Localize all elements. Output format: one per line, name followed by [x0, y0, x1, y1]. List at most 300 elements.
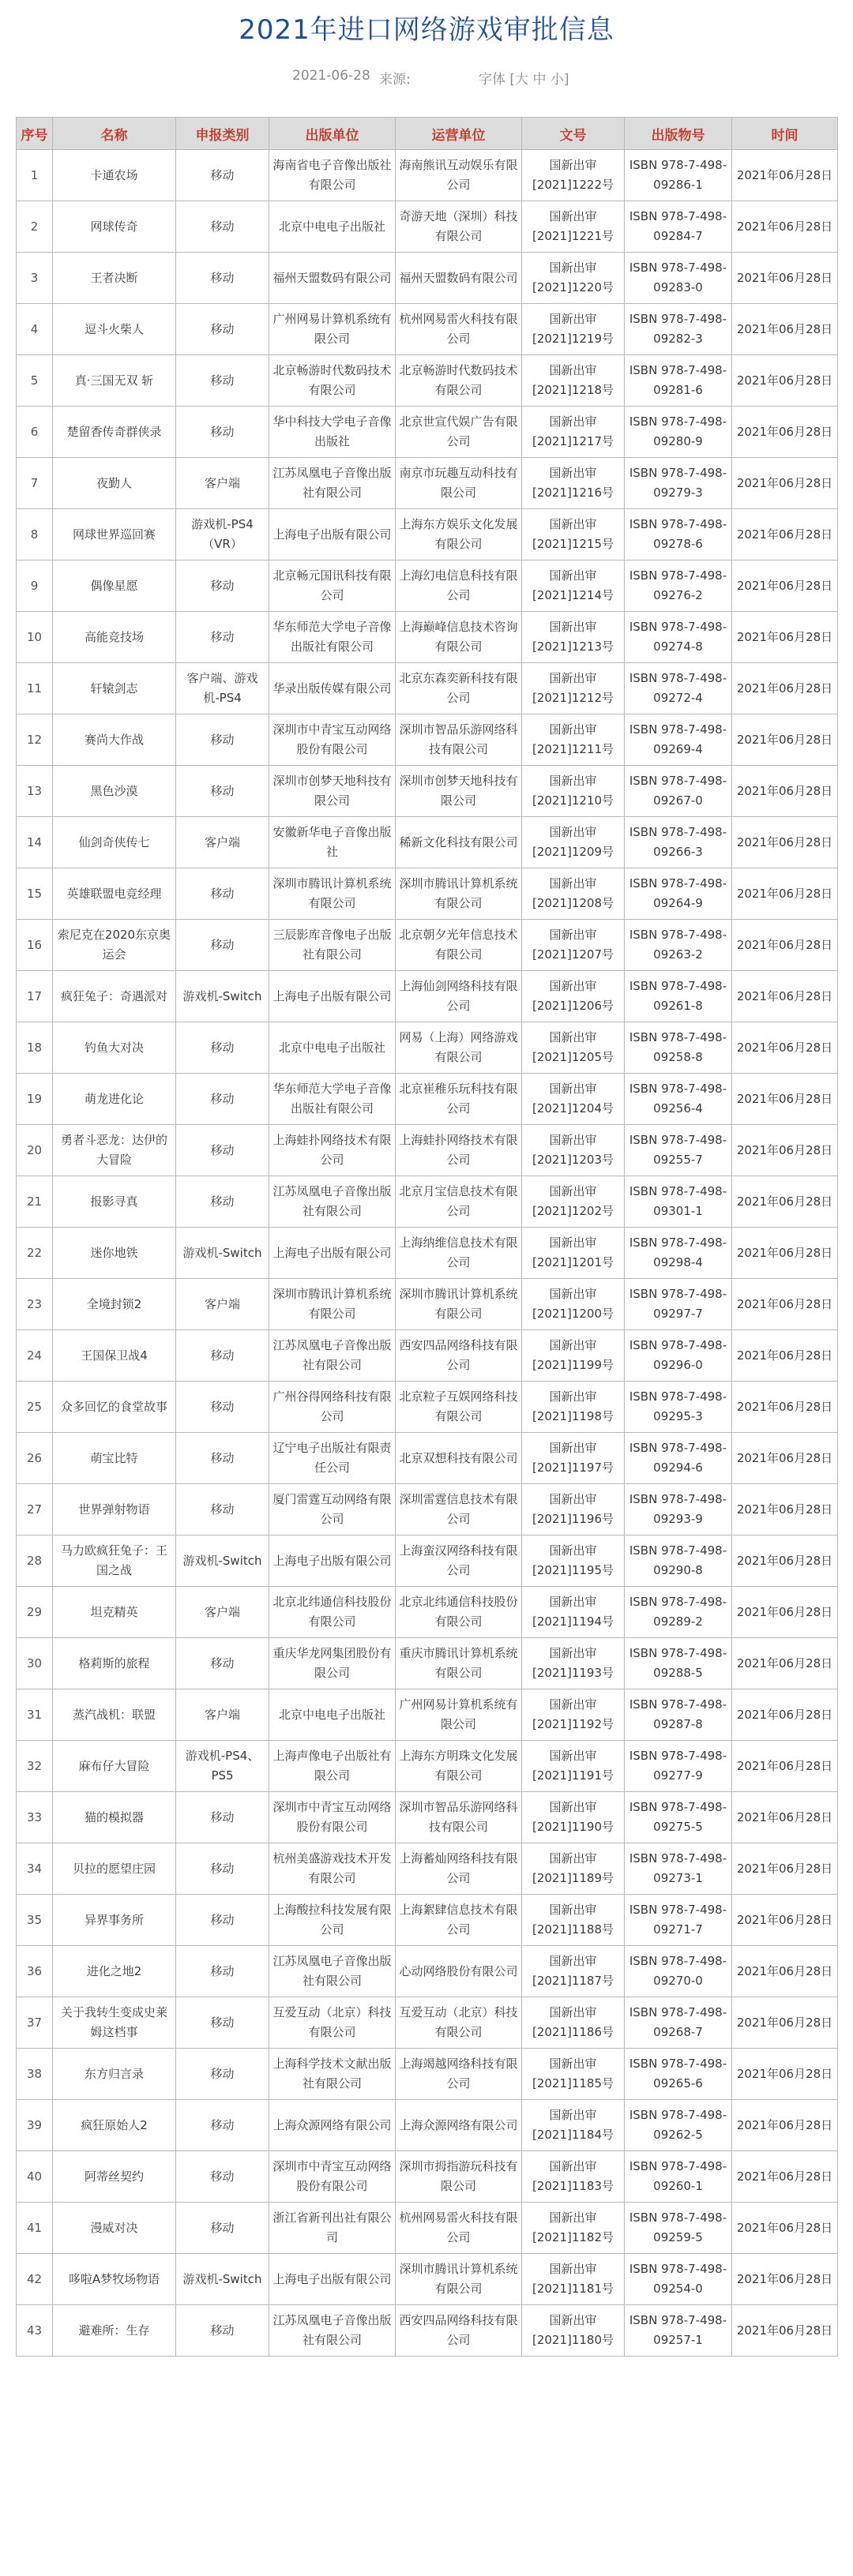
- cell-date: 2021年06月28日: [732, 201, 838, 253]
- cell-approval-no: 国新出审[2021]1193号: [522, 1638, 625, 1689]
- cell-index: 11: [17, 663, 53, 714]
- cell-date: 2021年06月28日: [732, 1382, 838, 1433]
- cell-operator: 北京北纬通信科技股份有限公司: [396, 1587, 522, 1638]
- cell-name: 异界事务所: [53, 1895, 176, 1946]
- cell-index: 38: [17, 2049, 53, 2100]
- cell-approval-no: 国新出审[2021]1213号: [522, 612, 625, 663]
- cell-isbn: ISBN 978-7-498-09269-4: [625, 714, 732, 766]
- cell-isbn: ISBN 978-7-498-09262-5: [625, 2100, 732, 2151]
- cell-category: 移动: [176, 920, 269, 971]
- table-row: [17, 1895, 838, 1946]
- header-operator: 运营单位: [396, 118, 522, 150]
- cell-operator: 深圳市腾讯计算机系统有限公司: [396, 2254, 522, 2305]
- cell-index: 4: [17, 304, 53, 355]
- header-name: 名称: [53, 118, 176, 150]
- cell-isbn: ISBN 978-7-498-09280-9: [625, 407, 732, 458]
- cell-index: 7: [17, 458, 53, 509]
- cell-date: 2021年06月28日: [732, 2151, 838, 2203]
- cell-index: 21: [17, 1176, 53, 1228]
- cell-isbn: ISBN 978-7-498-09293-9: [625, 1484, 732, 1535]
- cell-isbn: ISBN 978-7-498-09282-3: [625, 304, 732, 355]
- cell-date: 2021年06月28日: [732, 1484, 838, 1535]
- cell-index: 25: [17, 1382, 53, 1433]
- cell-isbn: ISBN 978-7-498-09290-8: [625, 1535, 732, 1587]
- cell-date: 2021年06月28日: [732, 2203, 838, 2254]
- cell-index: 20: [17, 1125, 53, 1176]
- cell-publisher: 江苏凤凰电子音像出版社有限公司: [269, 458, 396, 509]
- cell-approval-no: 国新出审[2021]1203号: [522, 1125, 625, 1176]
- cell-isbn: ISBN 978-7-498-09283-0: [625, 253, 732, 304]
- cell-approval-no: 国新出审[2021]1212号: [522, 663, 625, 714]
- table-row: [17, 1946, 838, 1997]
- cell-operator: 上海东方娱乐文化发展有限公司: [396, 509, 522, 561]
- cell-publisher: 上海众源网络有限公司: [269, 2100, 396, 2151]
- table-row: [17, 2254, 838, 2305]
- cell-index: 30: [17, 1638, 53, 1689]
- cell-isbn: ISBN 978-7-498-09301-1: [625, 1176, 732, 1228]
- cell-date: 2021年06月28日: [732, 561, 838, 612]
- cell-approval-no: 国新出审[2021]1215号: [522, 509, 625, 561]
- cell-publisher: 上海科学技术文献出版社有限公司: [269, 2049, 396, 2100]
- font-size-small-button[interactable]: 小: [550, 72, 564, 88]
- cell-category: 移动: [176, 612, 269, 663]
- cell-category: 移动: [176, 868, 269, 920]
- table-row: [17, 201, 838, 253]
- cell-name: 高能竞技场: [53, 612, 176, 663]
- cell-category: 移动: [176, 2049, 269, 2100]
- cell-category: 移动: [176, 150, 269, 201]
- cell-index: 42: [17, 2254, 53, 2305]
- cell-approval-no: 国新出审[2021]1209号: [522, 817, 625, 868]
- cell-operator: 上海蓄灿网络科技有限公司: [396, 1843, 522, 1895]
- cell-operator: 上海蛙扑网络技术有限公司: [396, 1125, 522, 1176]
- cell-date: 2021年06月28日: [732, 1279, 838, 1330]
- cell-operator: 杭州网易雷火科技有限公司: [396, 2203, 522, 2254]
- cell-isbn: ISBN 978-7-498-09263-2: [625, 920, 732, 971]
- cell-date: 2021年06月28日: [732, 2305, 838, 2357]
- cell-category: 移动: [176, 1330, 269, 1382]
- table-row: [17, 1741, 838, 1792]
- table-row: [17, 561, 838, 612]
- cell-approval-no: 国新出审[2021]1219号: [522, 304, 625, 355]
- cell-category: 移动: [176, 1433, 269, 1484]
- cell-name: 哆啦A梦牧场物语: [53, 2254, 176, 2305]
- cell-name: 阿蒂丝契约: [53, 2151, 176, 2203]
- approval-table-container: [16, 117, 837, 2357]
- cell-index: 36: [17, 1946, 53, 1997]
- cell-name: 钓鱼大对决: [53, 1022, 176, 1074]
- page-header: [0, 0, 853, 117]
- cell-publisher: 北京畅元国讯科技有限公司: [269, 561, 396, 612]
- table-row: [17, 1176, 838, 1228]
- cell-index: 14: [17, 817, 53, 868]
- cell-category: 客户端: [176, 817, 269, 868]
- cell-operator: 深圳市拇指游玩科技有限公司: [396, 2151, 522, 2203]
- cell-category: 移动: [176, 1484, 269, 1535]
- cell-publisher: 浙江省新刊出社有限公司: [269, 2203, 396, 2254]
- table-row: [17, 612, 838, 663]
- cell-date: 2021年06月28日: [732, 1689, 838, 1741]
- cell-isbn: ISBN 978-7-498-09256-4: [625, 1074, 732, 1125]
- cell-name: 格莉斯的旅程: [53, 1638, 176, 1689]
- cell-date: 2021年06月28日: [732, 1022, 838, 1074]
- cell-isbn: ISBN 978-7-498-09289-2: [625, 1587, 732, 1638]
- cell-publisher: 海南省电子音像出版社有限公司: [269, 150, 396, 201]
- cell-approval-no: 国新出审[2021]1186号: [522, 1997, 625, 2049]
- cell-name: 真·三国无双 斩: [53, 355, 176, 407]
- cell-isbn: ISBN 978-7-498-09295-3: [625, 1382, 732, 1433]
- cell-index: 8: [17, 509, 53, 561]
- cell-publisher: 福州天盟数码有限公司: [269, 253, 396, 304]
- cell-date: 2021年06月28日: [732, 1176, 838, 1228]
- cell-category: 移动: [176, 1022, 269, 1074]
- cell-publisher: 上海电子出版有限公司: [269, 2254, 396, 2305]
- cell-name: 避难所：生存: [53, 2305, 176, 2357]
- table-row: [17, 2305, 838, 2357]
- cell-isbn: ISBN 978-7-498-09297-7: [625, 1279, 732, 1330]
- cell-operator: 重庆市腾讯计算机系统有限公司: [396, 1638, 522, 1689]
- cell-publisher: 三辰影库音像电子出版社有限公司: [269, 920, 396, 971]
- cell-operator: 上海纳维信息技术有限公司: [396, 1228, 522, 1279]
- cell-name: 夜勤人: [53, 458, 176, 509]
- cell-publisher: 上海酸拉科技发展有限公司: [269, 1895, 396, 1946]
- cell-publisher: 广州网易计算机系统有限公司: [269, 304, 396, 355]
- cell-name: 英雄联盟电竞经理: [53, 868, 176, 920]
- cell-index: 1: [17, 150, 53, 201]
- cell-publisher: 上海声像电子出版社有限公司: [269, 1741, 396, 1792]
- cell-name: 东方归言录: [53, 2049, 176, 2100]
- cell-operator: 深圳市创梦天地科技有限公司: [396, 766, 522, 817]
- page-title: 2021年进口网络游戏审批信息: [239, 14, 614, 46]
- cell-index: 22: [17, 1228, 53, 1279]
- table-row: [17, 1279, 838, 1330]
- cell-approval-no: 国新出审[2021]1182号: [522, 2203, 625, 2254]
- table-row: [17, 971, 838, 1022]
- cell-publisher: 安徽新华电子音像出版社: [269, 817, 396, 868]
- cell-name: 萌宝比特: [53, 1433, 176, 1484]
- cell-approval-no: 国新出审[2021]1200号: [522, 1279, 625, 1330]
- table-row: [17, 714, 838, 766]
- cell-publisher: 江苏凤凰电子音像出版社有限公司: [269, 1330, 396, 1382]
- cell-name: 黑色沙漠: [53, 766, 176, 817]
- table-row: [17, 253, 838, 304]
- table-row: [17, 1689, 838, 1741]
- cell-isbn: ISBN 978-7-498-09278-6: [625, 509, 732, 561]
- cell-index: 32: [17, 1741, 53, 1792]
- font-size-switcher: 字体 [大 中 小]: [479, 72, 569, 88]
- cell-publisher: 上海蛙扑网络技术有限公司: [269, 1125, 396, 1176]
- cell-approval-no: 国新出审[2021]1198号: [522, 1382, 625, 1433]
- cell-operator: 福州天盟数码有限公司: [396, 253, 522, 304]
- cell-name: 偶像星愿: [53, 561, 176, 612]
- table-row: [17, 766, 838, 817]
- cell-operator: 网易（上海）网络游戏有限公司: [396, 1022, 522, 1074]
- cell-category: 移动: [176, 2151, 269, 2203]
- cell-index: 2: [17, 201, 53, 253]
- font-size-medium-button[interactable]: 中: [532, 72, 547, 88]
- cell-isbn: ISBN 978-7-498-09261-8: [625, 971, 732, 1022]
- cell-date: 2021年06月28日: [732, 304, 838, 355]
- cell-publisher: 北京中电电子出版社: [269, 1022, 396, 1074]
- cell-name: 迷你地铁: [53, 1228, 176, 1279]
- cell-approval-no: 国新出审[2021]1196号: [522, 1484, 625, 1535]
- cell-category: 移动: [176, 1895, 269, 1946]
- table-row: [17, 1792, 838, 1843]
- cell-date: 2021年06月28日: [732, 407, 838, 458]
- table-row: [17, 1022, 838, 1074]
- table-row: [17, 920, 838, 971]
- cell-date: 2021年06月28日: [732, 1792, 838, 1843]
- cell-publisher: 深圳市腾讯计算机系统有限公司: [269, 1279, 396, 1330]
- cell-operator: 深圳市腾讯计算机系统有限公司: [396, 1279, 522, 1330]
- cell-name: 蒸汽战机：联盟: [53, 1689, 176, 1741]
- cell-isbn: ISBN 978-7-498-09270-0: [625, 1946, 732, 1997]
- cell-index: 33: [17, 1792, 53, 1843]
- cell-operator: 北京畅游时代数码技术有限公司: [396, 355, 522, 407]
- table-row: [17, 1433, 838, 1484]
- cell-approval-no: 国新出审[2021]1197号: [522, 1433, 625, 1484]
- cell-operator: 杭州网易雷火科技有限公司: [396, 304, 522, 355]
- cell-publisher: 厦门雷霆互动网络有限公司: [269, 1484, 396, 1535]
- cell-category: 移动: [176, 2100, 269, 2151]
- cell-name: 楚留香传奇群侠录: [53, 407, 176, 458]
- cell-index: 5: [17, 355, 53, 407]
- cell-index: 27: [17, 1484, 53, 1535]
- table-row: [17, 1125, 838, 1176]
- cell-approval-no: 国新出审[2021]1208号: [522, 868, 625, 920]
- table-body: [17, 150, 838, 2357]
- cell-publisher: 杭州美盛游戏技术开发有限公司: [269, 1843, 396, 1895]
- cell-isbn: ISBN 978-7-498-09298-4: [625, 1228, 732, 1279]
- cell-approval-no: 国新出审[2021]1211号: [522, 714, 625, 766]
- cell-approval-no: 国新出审[2021]1187号: [522, 1946, 625, 1997]
- cell-category: 移动: [176, 355, 269, 407]
- cell-date: 2021年06月28日: [732, 1997, 838, 2049]
- cell-approval-no: 国新出审[2021]1185号: [522, 2049, 625, 2100]
- table-row: [17, 509, 838, 561]
- cell-operator: 北京朝夕光年信息技术有限公司: [396, 920, 522, 971]
- cell-publisher: 互爱互动（北京）科技有限公司: [269, 1997, 396, 2049]
- cell-operator: 上海东方明珠文化发展有限公司: [396, 1741, 522, 1792]
- cell-isbn: ISBN 978-7-498-09271-7: [625, 1895, 732, 1946]
- cell-date: 2021年06月28日: [732, 355, 838, 407]
- cell-isbn: ISBN 978-7-498-09255-7: [625, 1125, 732, 1176]
- table-row: [17, 1484, 838, 1535]
- cell-approval-no: 国新出审[2021]1190号: [522, 1792, 625, 1843]
- cell-date: 2021年06月28日: [732, 1638, 838, 1689]
- cell-publisher: 华录出版传媒有限公司: [269, 663, 396, 714]
- cell-category: 客户端: [176, 1279, 269, 1330]
- cell-category: 客户端: [176, 1587, 269, 1638]
- cell-operator: 心动网络股份有限公司: [396, 1946, 522, 1997]
- cell-publisher: 辽宁电子出版社有限责任公司: [269, 1433, 396, 1484]
- cell-index: 13: [17, 766, 53, 817]
- cell-index: 40: [17, 2151, 53, 2203]
- cell-operator: 深圳雷霆信息技术有限公司: [396, 1484, 522, 1535]
- cell-operator: 奇游天地（深圳）科技有限公司: [396, 201, 522, 253]
- cell-category: 移动: [176, 201, 269, 253]
- header-category: 申报类别: [176, 118, 269, 150]
- cell-category: 游戏机-PS4、PS5: [176, 1741, 269, 1792]
- cell-isbn: ISBN 978-7-498-09254-0: [625, 2254, 732, 2305]
- cell-operator: 上海絮肆信息技术有限公司: [396, 1895, 522, 1946]
- cell-approval-no: 国新出审[2021]1194号: [522, 1587, 625, 1638]
- cell-name: 进化之地2: [53, 1946, 176, 1997]
- cell-name: 报影寻真: [53, 1176, 176, 1228]
- table-row: [17, 1997, 838, 2049]
- cell-category: 移动: [176, 1125, 269, 1176]
- cell-index: 24: [17, 1330, 53, 1382]
- cell-approval-no: 国新出审[2021]1202号: [522, 1176, 625, 1228]
- cell-publisher: 北京北纬通信科技股份有限公司: [269, 1587, 396, 1638]
- cell-operator: 上海众源网络有限公司: [396, 2100, 522, 2151]
- cell-publisher: 重庆华龙网集团股份有限公司: [269, 1638, 396, 1689]
- cell-name: 卡通农场: [53, 150, 176, 201]
- cell-approval-no: 国新出审[2021]1217号: [522, 407, 625, 458]
- cell-date: 2021年06月28日: [732, 1587, 838, 1638]
- cell-publisher: 广州谷得网络科技有限公司: [269, 1382, 396, 1433]
- source-label: 来源:: [379, 72, 411, 88]
- cell-category: 移动: [176, 1638, 269, 1689]
- font-size-large-button[interactable]: 大: [515, 72, 529, 88]
- cell-operator: 上海蛮汉网络科技有限公司: [396, 1535, 522, 1587]
- cell-operator: 西安四品网络科技有限公司: [396, 2305, 522, 2357]
- cell-name: 轩辕剑志: [53, 663, 176, 714]
- publish-date: 2021-06-28: [292, 68, 370, 84]
- cell-date: 2021年06月28日: [732, 663, 838, 714]
- cell-date: 2021年06月28日: [732, 509, 838, 561]
- cell-isbn: ISBN 978-7-498-09257-1: [625, 2305, 732, 2357]
- cell-approval-no: 国新出审[2021]1205号: [522, 1022, 625, 1074]
- cell-date: 2021年06月28日: [732, 1125, 838, 1176]
- cell-approval-no: 国新出审[2021]1206号: [522, 971, 625, 1022]
- font-label: 字体: [479, 72, 505, 88]
- cell-category: 移动: [176, 2203, 269, 2254]
- approval-table: [16, 117, 838, 2357]
- cell-approval-no: 国新出审[2021]1191号: [522, 1741, 625, 1792]
- cell-approval-no: 国新出审[2021]1184号: [522, 2100, 625, 2151]
- cell-category: 移动: [176, 1382, 269, 1433]
- cell-publisher: 华东师范大学电子音像出版社有限公司: [269, 612, 396, 663]
- cell-isbn: ISBN 978-7-498-09259-5: [625, 2203, 732, 2254]
- cell-publisher: 上海电子出版有限公司: [269, 1535, 396, 1587]
- cell-operator: 北京世宣代娱广告有限公司: [396, 407, 522, 458]
- cell-operator: 深圳市智品乐游网络科技有限公司: [396, 714, 522, 766]
- cell-category: 移动: [176, 1843, 269, 1895]
- table-header-row: [17, 118, 838, 150]
- cell-date: 2021年06月28日: [732, 1535, 838, 1587]
- header-date: 时间: [732, 118, 838, 150]
- cell-name: 关于我转生变成史莱姆这档事: [53, 1997, 176, 2049]
- cell-date: 2021年06月28日: [732, 714, 838, 766]
- cell-approval-no: 国新出审[2021]1204号: [522, 1074, 625, 1125]
- cell-index: 39: [17, 2100, 53, 2151]
- cell-category: 移动: [176, 714, 269, 766]
- table-row: [17, 2203, 838, 2254]
- cell-index: 10: [17, 612, 53, 663]
- cell-isbn: ISBN 978-7-498-09267-0: [625, 766, 732, 817]
- cell-date: 2021年06月28日: [732, 1946, 838, 1997]
- table-row: [17, 1843, 838, 1895]
- cell-approval-no: 国新出审[2021]1180号: [522, 2305, 625, 2357]
- cell-name: 赛尚大作战: [53, 714, 176, 766]
- cell-date: 2021年06月28日: [732, 1433, 838, 1484]
- cell-date: 2021年06月28日: [732, 2100, 838, 2151]
- cell-operator: 深圳市腾讯计算机系统有限公司: [396, 868, 522, 920]
- cell-approval-no: 国新出审[2021]1188号: [522, 1895, 625, 1946]
- header-index: 序号: [17, 118, 53, 150]
- cell-publisher: 北京中电电子出版社: [269, 201, 396, 253]
- cell-publisher: 上海电子出版有限公司: [269, 509, 396, 561]
- cell-date: 2021年06月28日: [732, 2049, 838, 2100]
- cell-index: 6: [17, 407, 53, 458]
- cell-name: 勇者斗恶龙：达伊的大冒险: [53, 1125, 176, 1176]
- cell-category: 客户端: [176, 1689, 269, 1741]
- cell-publisher: 江苏凤凰电子音像出版社有限公司: [269, 2305, 396, 2357]
- cell-index: 17: [17, 971, 53, 1022]
- cell-category: 游戏机-Switch: [176, 1228, 269, 1279]
- cell-isbn: ISBN 978-7-498-09287-8: [625, 1689, 732, 1741]
- table-row: [17, 1535, 838, 1587]
- cell-date: 2021年06月28日: [732, 1843, 838, 1895]
- cell-isbn: ISBN 978-7-498-09286-1: [625, 150, 732, 201]
- cell-date: 2021年06月28日: [732, 2254, 838, 2305]
- cell-approval-no: 国新出审[2021]1220号: [522, 253, 625, 304]
- cell-isbn: ISBN 978-7-498-09275-5: [625, 1792, 732, 1843]
- header-approval-no: 文号: [522, 118, 625, 150]
- cell-approval-no: 国新出审[2021]1195号: [522, 1535, 625, 1587]
- cell-approval-no: 国新出审[2021]1216号: [522, 458, 625, 509]
- cell-operator: 西安四品网络科技有限公司: [396, 1330, 522, 1382]
- cell-date: 2021年06月28日: [732, 920, 838, 971]
- cell-isbn: ISBN 978-7-498-09296-0: [625, 1330, 732, 1382]
- cell-date: 2021年06月28日: [732, 253, 838, 304]
- cell-publisher: 江苏凤凰电子音像出版社有限公司: [269, 1946, 396, 1997]
- cell-operator: 互爱互动（北京）科技有限公司: [396, 1997, 522, 2049]
- cell-approval-no: 国新出审[2021]1201号: [522, 1228, 625, 1279]
- cell-publisher: 深圳市创梦天地科技有限公司: [269, 766, 396, 817]
- cell-approval-no: 国新出审[2021]1192号: [522, 1689, 625, 1741]
- table-row: [17, 355, 838, 407]
- cell-operator: 北京双想科技有限公司: [396, 1433, 522, 1484]
- cell-isbn: ISBN 978-7-498-09266-3: [625, 817, 732, 868]
- cell-name: 猫的模拟器: [53, 1792, 176, 1843]
- table-row: [17, 407, 838, 458]
- cell-isbn: ISBN 978-7-498-09277-9: [625, 1741, 732, 1792]
- cell-name: 麻布仔大冒险: [53, 1741, 176, 1792]
- cell-approval-no: 国新出审[2021]1189号: [522, 1843, 625, 1895]
- cell-index: 41: [17, 2203, 53, 2254]
- cell-name: 世界弹射物语: [53, 1484, 176, 1535]
- cell-isbn: ISBN 978-7-498-09273-1: [625, 1843, 732, 1895]
- cell-date: 2021年06月28日: [732, 766, 838, 817]
- cell-date: 2021年06月28日: [732, 612, 838, 663]
- table-row: [17, 2049, 838, 2100]
- cell-name: 萌龙进化论: [53, 1074, 176, 1125]
- cell-publisher: 深圳市中青宝互动网络股份有限公司: [269, 714, 396, 766]
- cell-date: 2021年06月28日: [732, 1074, 838, 1125]
- table-row: [17, 1638, 838, 1689]
- cell-name: 仙剑奇侠传七: [53, 817, 176, 868]
- cell-category: 移动: [176, 1792, 269, 1843]
- cell-operator: 北京崔稚乐玩科技有限公司: [396, 1074, 522, 1125]
- cell-operator: 北京粒子互娱网络科技有限公司: [396, 1382, 522, 1433]
- cell-isbn: ISBN 978-7-498-09284-7: [625, 201, 732, 253]
- cell-index: 34: [17, 1843, 53, 1895]
- table-row: [17, 817, 838, 868]
- cell-publisher: 江苏凤凰电子音像出版社有限公司: [269, 1176, 396, 1228]
- cell-category: 游戏机-Switch: [176, 2254, 269, 2305]
